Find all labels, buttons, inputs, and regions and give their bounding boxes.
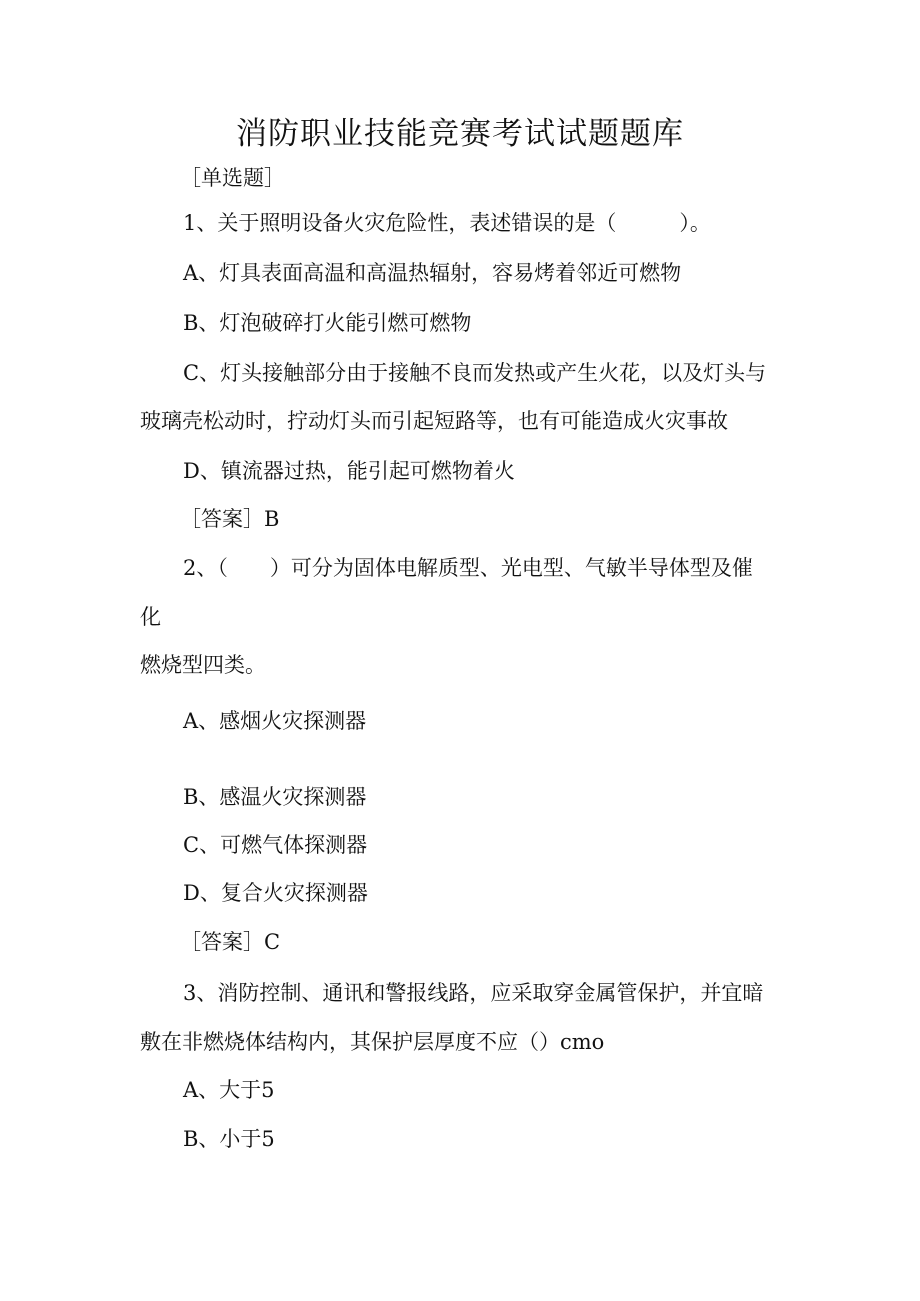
q2-answer: ［答案］C: [180, 930, 281, 954]
q2-option-d: D、复合火灾探测器: [183, 881, 368, 905]
q1-option-c-line2: 玻璃壳松动时，拧动灯头而引起短路等，也有可能造成火灾事故: [140, 409, 728, 433]
q2-option-a: A、感烟火灾探测器: [183, 709, 367, 733]
q2-option-b: B、感温火灾探测器: [183, 785, 367, 809]
q2-option-c: C、可燃气体探测器: [183, 833, 368, 857]
q3-stem-line1: 3、消防控制、通讯和警报线路，应采取穿金属管保护，并宜暗: [183, 981, 764, 1005]
q1-option-b: B、灯泡破碎打火能引燃可燃物: [183, 311, 472, 335]
q1-option-a: A、灯具表面高温和高温热辐射，容易烤着邻近可燃物: [183, 261, 682, 285]
q3-stem-line2: 敷在非燃烧体结构内，其保护层厚度不应（）cmo: [140, 1030, 605, 1054]
q3-option-b: B、小于5: [183, 1127, 275, 1151]
q1-stem: 1、关于照明设备火灾危险性，表述错误的是（ ）。: [183, 211, 711, 235]
q2-stem-line2: 化: [140, 605, 161, 629]
q3-option-a: A、大于5: [183, 1078, 275, 1102]
section-label: ［单选题］: [180, 166, 285, 190]
q1-option-d: D、镇流器过热，能引起可燃物着火: [183, 459, 515, 483]
q1-option-c-line1: C、灯头接触部分由于接触不良而发热或产生火花，以及灯头与: [183, 361, 767, 385]
q1-answer: ［答案］B: [180, 507, 280, 531]
q2-stem-line1: 2、（ ）可分为固体电解质型、光电型、气敏半导体型及催: [183, 556, 753, 580]
q2-stem-line3: 燃烧型四类。: [140, 653, 266, 677]
page-title: 消防职业技能竞赛考试试题题库: [236, 116, 684, 152]
